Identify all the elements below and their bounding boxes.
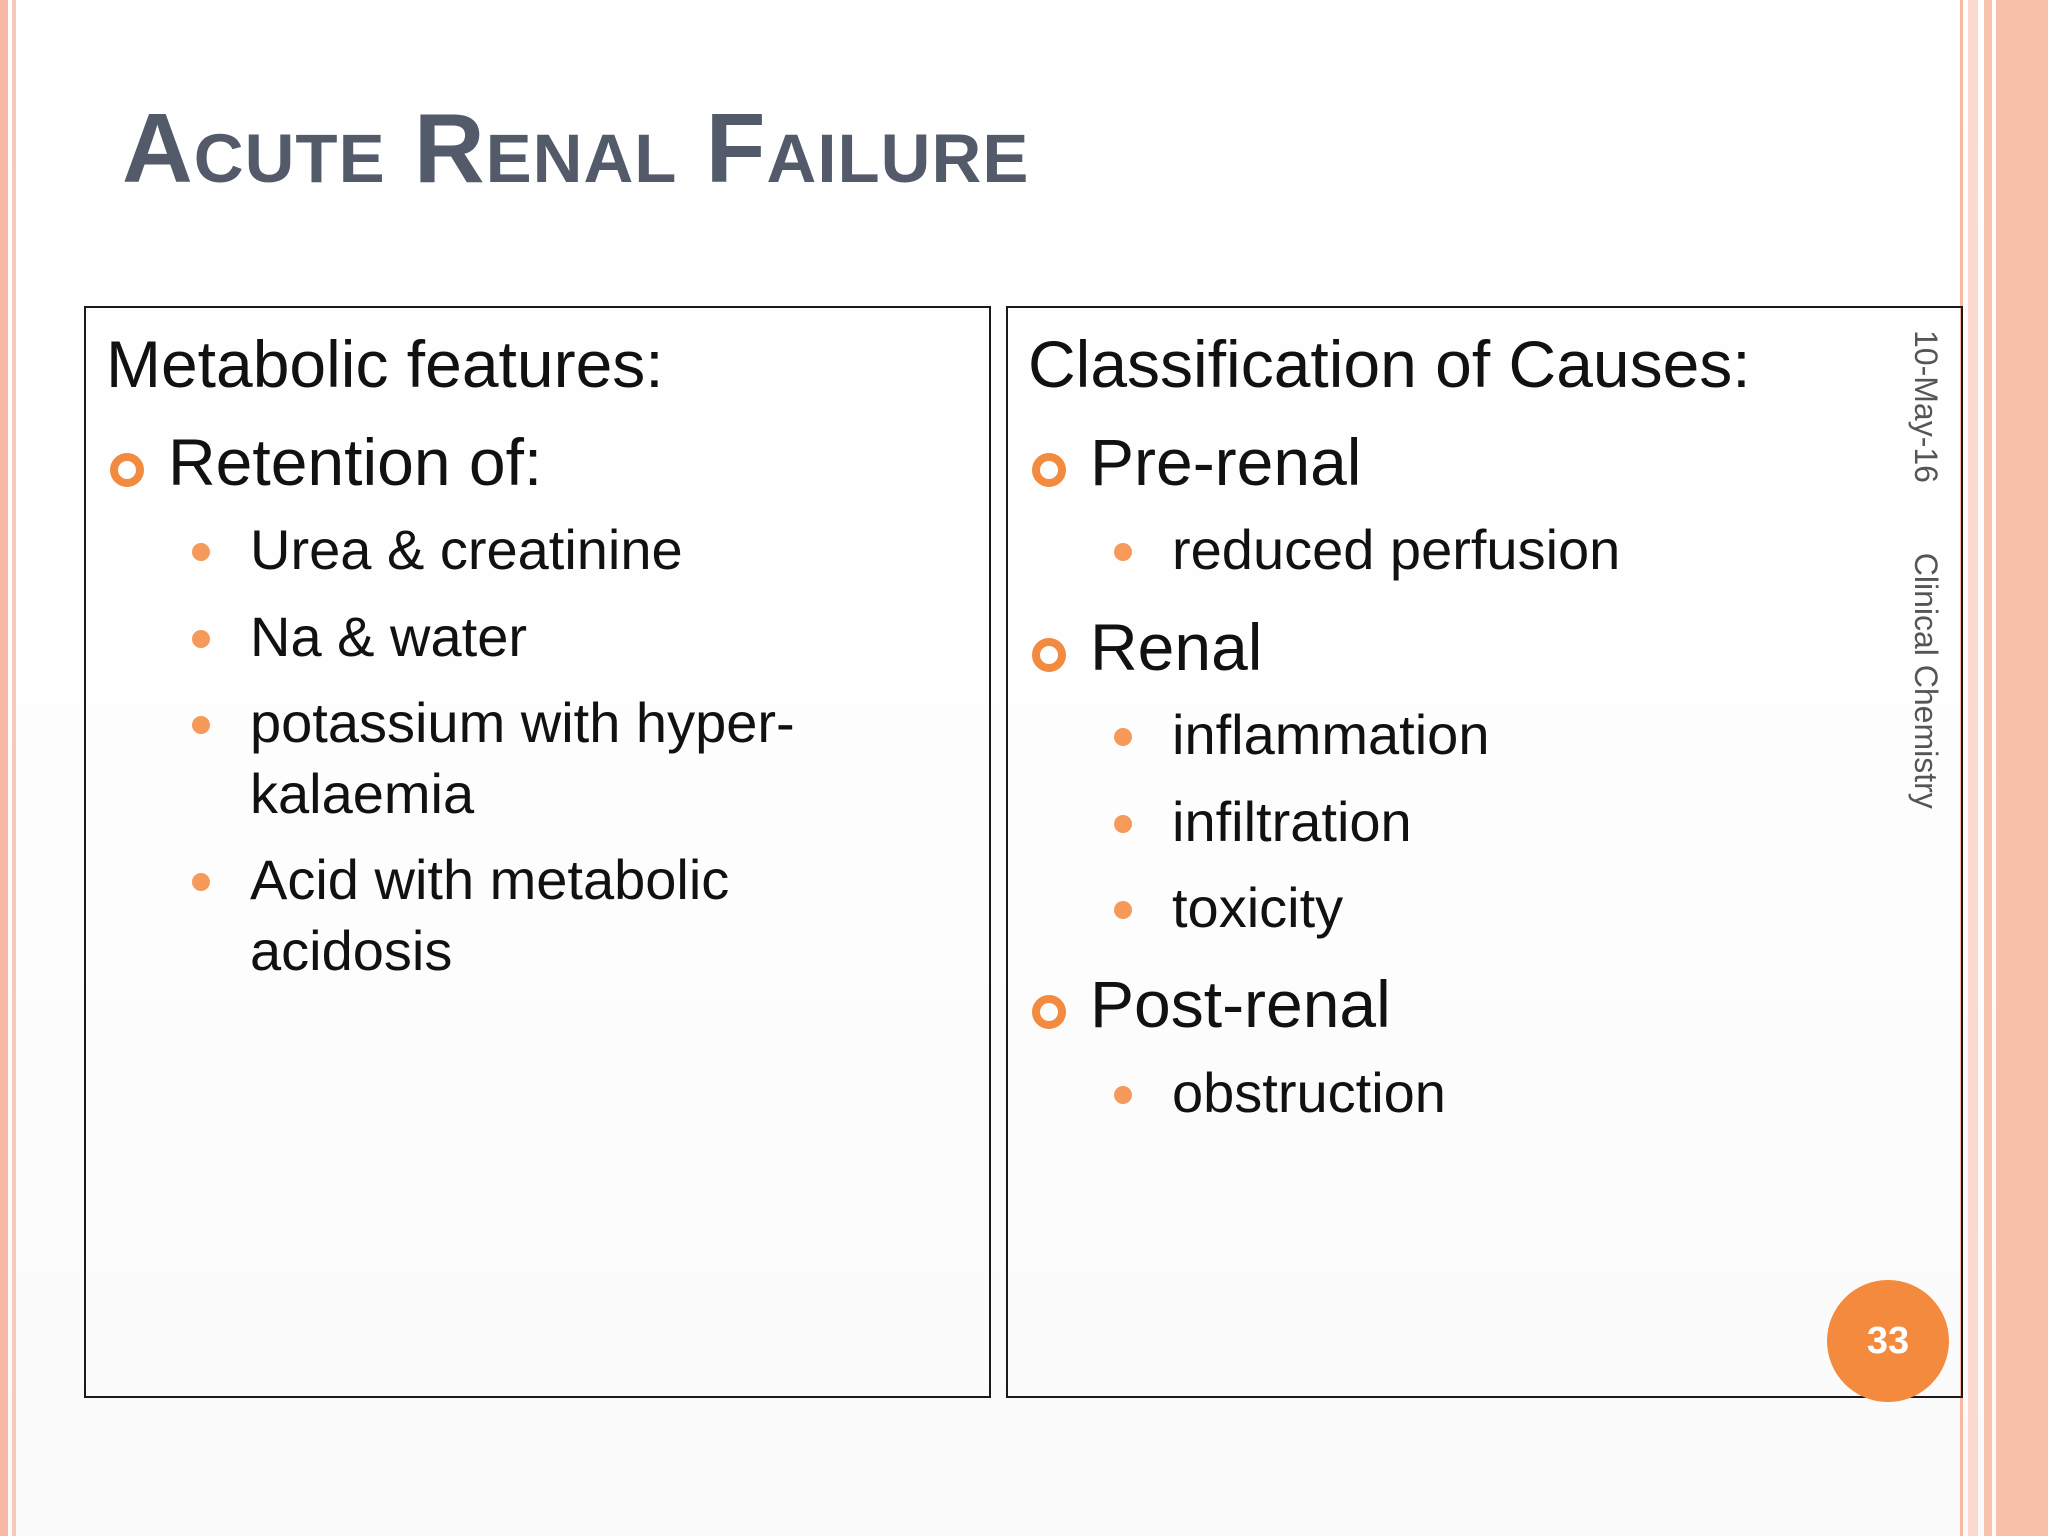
- dot-bullet-icon: [192, 543, 210, 561]
- cause-group-label: Pre-renal: [1090, 425, 1362, 499]
- right-stripe-2: [1968, 0, 1978, 1536]
- list-item: potassium with hyper-: [250, 691, 795, 754]
- ring-bullet-icon: [1032, 453, 1066, 487]
- ring-bullet-icon: [1032, 638, 1066, 672]
- dot-bullet-icon: [1114, 901, 1132, 919]
- dot-bullet-icon: [1114, 543, 1132, 561]
- list-item: Acid with metabolic: [250, 848, 730, 911]
- list-item-continued: acidosis: [250, 919, 453, 982]
- list-item-continued: kalaemia: [250, 762, 475, 825]
- dot-bullet-icon: [1114, 728, 1132, 746]
- dot-bullet-icon: [192, 716, 210, 734]
- list-item: reduced perfusion: [1172, 518, 1621, 581]
- footer-date: 10-May-16: [1908, 330, 1944, 483]
- ring-bullet-icon: [110, 453, 144, 487]
- slide-title: Acute Renal Failure: [122, 93, 1030, 203]
- list-item: Urea & creatinine: [250, 518, 683, 581]
- list-item: obstruction: [1172, 1061, 1446, 1124]
- dot-bullet-icon: [1114, 815, 1132, 833]
- page-number-badge: 33: [1827, 1280, 1949, 1402]
- left-stripe-inner: [12, 0, 16, 1536]
- footer-vertical: [1907, 330, 1944, 809]
- dot-bullet-icon: [192, 873, 210, 891]
- list-item: infiltration: [1172, 790, 1412, 853]
- cause-group-label: Renal: [1090, 610, 1263, 684]
- retention-label: Retention of:: [168, 425, 543, 499]
- right-stripe-3: [1984, 0, 1992, 1536]
- ring-bullet-icon: [1032, 995, 1066, 1029]
- classification-heading: Classification of Causes:: [1028, 327, 1751, 401]
- metabolic-features-heading: Metabolic features:: [106, 327, 664, 401]
- list-item: inflammation: [1172, 703, 1490, 766]
- dot-bullet-icon: [192, 630, 210, 648]
- right-stripe-4: [1996, 0, 2048, 1536]
- cause-group-label: Post-renal: [1090, 967, 1391, 1041]
- list-item: Na & water: [250, 605, 527, 668]
- footer-subject: Clinical Chemistry: [1908, 552, 1944, 809]
- list-item: toxicity: [1172, 876, 1344, 939]
- left-stripe-outer: [0, 0, 8, 1536]
- dot-bullet-icon: [1114, 1086, 1132, 1104]
